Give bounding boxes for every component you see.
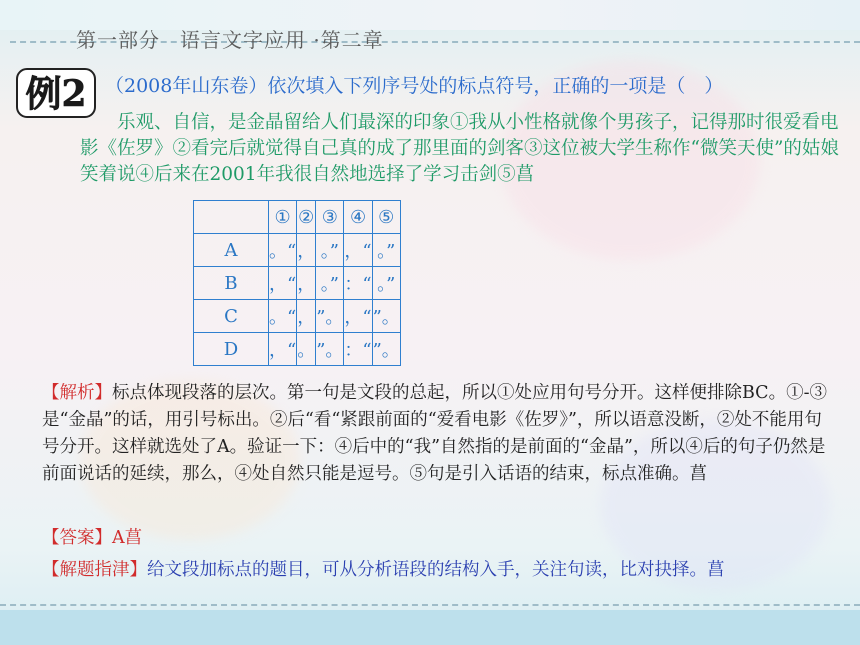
table-cell: ，“	[344, 300, 372, 333]
answer-section	[42, 524, 142, 549]
table-cell: ”。	[316, 300, 344, 333]
slide-header	[76, 24, 384, 53]
answer-text: A菖	[112, 528, 143, 548]
footer-divider	[0, 604, 860, 606]
table-cell: ”。	[316, 333, 344, 366]
question-passage: 乐观、自信，是金晶留给人们最深的印象①我从小性格就像个男孩子，记得那时很爱看电影《佐罗》②看完后就觉得自己真的成了那里面的剑客③这位被大学生称作“微笑天使”的姑娘笑着说④后来在2001年我很自然地选择了学习击剑⑤菖	[80, 112, 839, 185]
analysis-text: 标点体现段落的层次。第一句是文段的总起，所以①处应用句号分开。这样便排除BC。①-③是“金晶”的话，用引号标出。②后“看“紧跟前面的“爱看电影《佐罗》”，所以语意没断，②处不能用句号分开。这样就选处了A。验证一下：④后中的“我”自然指的是前面的“金晶”，所以④后的句子仍然是前面说话的延续，那么，④处自然只能是逗号。⑤句是引入话语的结束，标点准确。菖	[42, 383, 827, 484]
table-cell: ：“	[344, 333, 372, 366]
table-row	[194, 333, 401, 366]
table-cell: ，“	[344, 234, 372, 267]
option-label: C	[194, 300, 269, 333]
table-header-cell	[194, 201, 269, 234]
analysis-section	[42, 380, 832, 488]
table-header-cell: ③	[316, 201, 344, 234]
table-cell: ，“	[269, 333, 297, 366]
table-header-cell: ①	[269, 201, 297, 234]
table-row	[194, 300, 401, 333]
table-cell: ，	[297, 234, 316, 267]
table-cell: ”。	[372, 333, 400, 366]
table-header-row	[194, 201, 401, 234]
table-cell: ，“	[269, 267, 297, 300]
footer-band	[0, 610, 860, 645]
table-cell: 。”	[372, 234, 400, 267]
table-header-cell: ②	[297, 201, 316, 234]
options-table	[193, 200, 401, 366]
option-label: B	[194, 267, 269, 300]
option-label: D	[194, 333, 269, 366]
answer-label: 【答案】	[42, 528, 112, 548]
tip-text: 给文段加标点的题目，可从分析语段的结构入手，关注句读，比对抉择。菖	[147, 560, 725, 580]
analysis-label: 【解析】	[42, 383, 112, 403]
table-cell: ，	[297, 267, 316, 300]
tip-section	[42, 557, 852, 584]
table-cell: 。“	[269, 300, 297, 333]
table-cell: ”。	[372, 300, 400, 333]
question-stem: （2008年山东卷）依次填入下列序号处的标点符号，正确的一项是（ ）	[105, 75, 724, 97]
badge-text: 例2	[25, 73, 87, 115]
table-cell: 。“	[269, 234, 297, 267]
table-cell: ：“	[344, 267, 372, 300]
tip-label: 【解题指津】	[42, 560, 147, 580]
table-cell: 。”	[316, 234, 344, 267]
table-row	[194, 234, 401, 267]
option-label: A	[194, 234, 269, 267]
table-cell: 。”	[372, 267, 400, 300]
header-part: 第一部分	[76, 28, 160, 52]
table-cell: ，	[297, 300, 316, 333]
table-row	[194, 267, 401, 300]
table-header-cell: ⑤	[372, 201, 400, 234]
table-header-cell: ④	[344, 201, 372, 234]
header-chapter: 语言文字应用 ·第二章	[180, 28, 384, 52]
table-cell: 。	[297, 333, 316, 366]
table-cell: 。”	[316, 267, 344, 300]
